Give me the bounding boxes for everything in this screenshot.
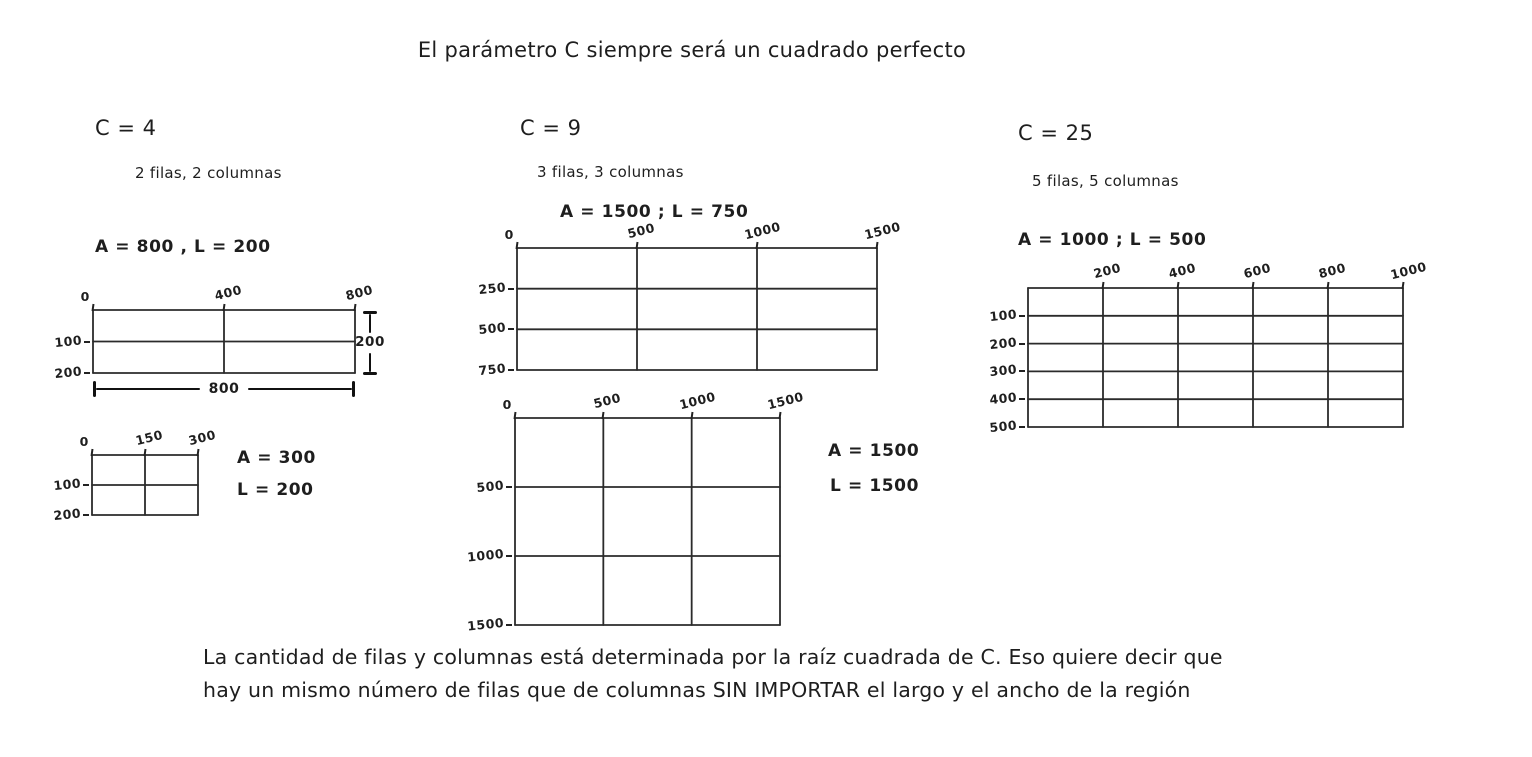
x-tick-label: 300 (186, 426, 218, 449)
y-tick-label: 200 (52, 505, 82, 524)
section-c9-subheading: 3 filas, 3 columnas (537, 163, 684, 181)
section-c4-subheading: 2 filas, 2 columnas (135, 164, 282, 182)
y-tick-label: 100 (988, 306, 1018, 324)
grid-lines (515, 418, 780, 625)
y-tick-label: 200 (988, 333, 1018, 352)
section-c9-params2-length: L = 1500 (830, 476, 920, 496)
x-tick-label: 0 (504, 227, 514, 242)
y-tick-label: 100 (53, 331, 83, 350)
grid-lines (517, 248, 877, 370)
dim-stem (96, 388, 200, 391)
section-c9-heading: C = 9 (520, 116, 582, 140)
dim-cap-bottom (363, 372, 377, 375)
y-tick-label: 500 (477, 319, 507, 338)
x-tick-label: 1500 (862, 218, 903, 243)
y-tick-mark (1019, 370, 1025, 372)
y-tick-label: 300 (988, 361, 1018, 380)
grid-c9-bottom (466, 388, 806, 634)
y-tick-mark (506, 486, 512, 488)
grid-c25-main (988, 258, 1429, 436)
y-tick-mark (83, 514, 89, 516)
section-c4-params2-length: L = 200 (237, 480, 314, 500)
y-tick-label: 200 (53, 363, 83, 382)
x-tick-label: 1000 (677, 388, 717, 413)
x-tick-label: 0 (80, 289, 90, 304)
width-dimension-marker (93, 380, 355, 398)
y-tick-mark (83, 484, 89, 486)
x-tick-mark (197, 449, 200, 456)
dim-stem (248, 388, 352, 391)
section-c4-heading: C = 4 (95, 116, 157, 140)
y-tick-label: 1500 (466, 614, 505, 634)
section-c4-params: A = 800 , L = 200 (95, 237, 271, 257)
grid-lines (1028, 288, 1403, 427)
x-tick-label: 1000 (742, 218, 783, 243)
y-tick-label: 500 (475, 477, 505, 496)
x-tick-label: 600 (1241, 259, 1273, 282)
x-tick-label: 500 (625, 219, 657, 242)
x-tick-label: 0 (79, 434, 89, 449)
grid-lines (93, 310, 355, 373)
x-tick-label: 0 (502, 397, 512, 412)
y-tick-label: 400 (988, 389, 1018, 408)
x-tick-label: 800 (343, 281, 375, 304)
x-tick-label: 200 (1091, 259, 1123, 282)
x-tick-label: 1000 (1388, 258, 1429, 283)
section-c9-params: A = 1500 ; L = 750 (560, 202, 749, 222)
section-c25-heading: C = 25 (1018, 121, 1094, 145)
y-tick-mark (508, 369, 514, 371)
section-c4-params2-area: A = 300 (237, 448, 316, 468)
x-tick-label: 800 (1316, 259, 1348, 282)
y-tick-mark (1019, 426, 1025, 428)
y-tick-label: 1000 (466, 545, 505, 565)
dim-stem (369, 353, 372, 372)
y-tick-label: 100 (52, 475, 82, 494)
x-tick-mark (779, 412, 782, 419)
x-tick-label: 400 (1166, 259, 1198, 282)
y-tick-label: 750 (477, 360, 507, 379)
y-tick-mark (84, 341, 90, 343)
y-tick-label: 500 (988, 417, 1018, 436)
section-c25-subheading: 5 filas, 5 columnas (1032, 172, 1179, 190)
y-tick-mark (84, 372, 90, 374)
x-tick-mark (1402, 282, 1405, 289)
grid-c9-top (477, 218, 903, 379)
y-tick-mark (508, 328, 514, 330)
y-tick-mark (506, 624, 512, 626)
grid-c4-main (53, 281, 375, 382)
x-tick-mark (354, 304, 357, 311)
grid-c4-small (52, 426, 218, 524)
y-tick-mark (1019, 315, 1025, 317)
x-tick-label: 1500 (765, 388, 806, 413)
section-c25-params: A = 1000 ; L = 500 (1018, 230, 1207, 250)
width-dimension-label: 800 (208, 381, 240, 397)
page-title: El parámetro C siempre será un cuadrado perfecto (417, 38, 967, 62)
x-tick-label: 150 (133, 426, 165, 449)
x-tick-label: 400 (212, 281, 244, 304)
y-tick-mark (1019, 398, 1025, 400)
y-tick-mark (506, 555, 512, 557)
dim-stem (369, 314, 372, 333)
height-dimension-label: 200 (355, 334, 385, 351)
x-tick-label: 500 (592, 389, 623, 412)
x-tick-mark (876, 242, 879, 249)
footer-note-line2: hay un mismo número de filas que de columnas SIN IMPORTAR el largo y el ancho de la región (203, 678, 1191, 702)
section-c9-params2-area: A = 1500 (828, 441, 920, 461)
height-dimension-marker (355, 311, 385, 375)
dim-cap-right (352, 381, 355, 397)
y-tick-mark (1019, 343, 1025, 345)
y-tick-label: 250 (477, 279, 507, 297)
footer-note-line1: La cantidad de filas y columnas está determinada por la raíz cuadrada de C. Eso quiere decir que (203, 645, 1223, 669)
grid-lines (92, 455, 198, 515)
y-tick-mark (508, 288, 514, 290)
